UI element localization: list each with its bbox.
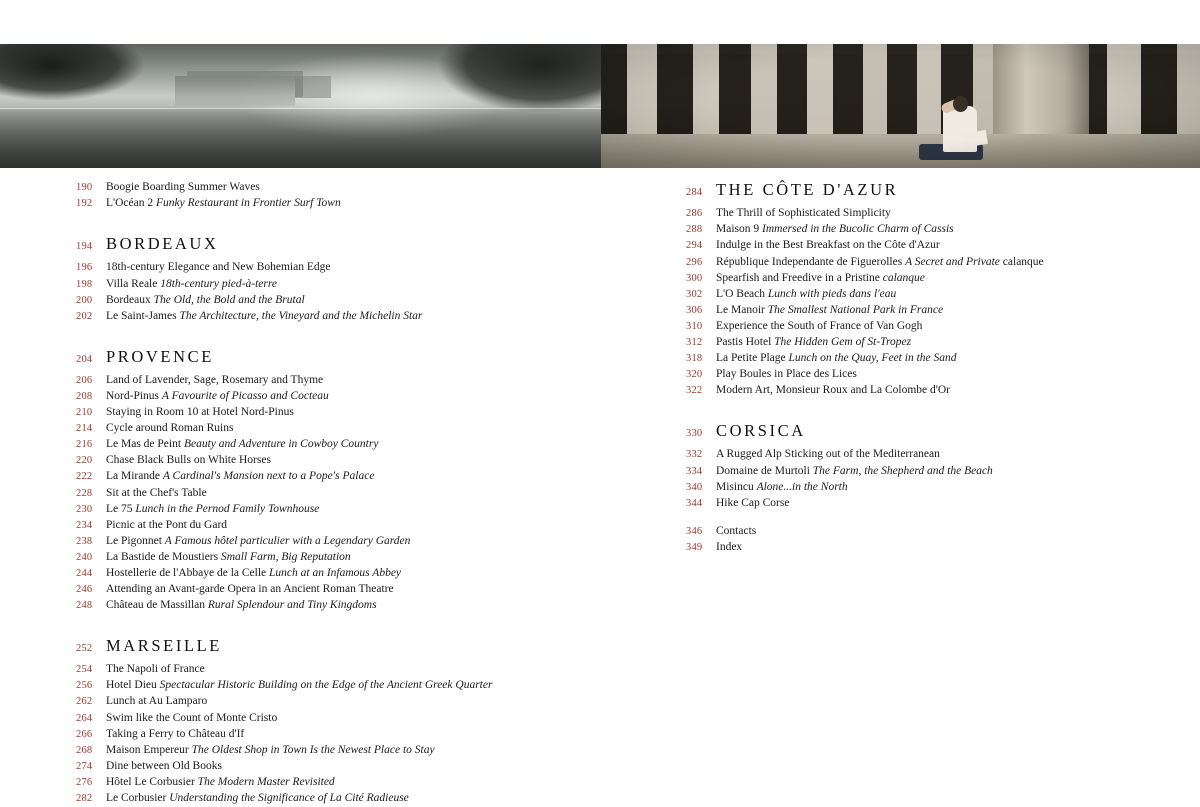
toc-entry-page-number: 256 [76, 680, 93, 692]
toc-entry[interactable] [686, 479, 1126, 495]
toc-entry-page-number: 246 [76, 584, 93, 596]
toc-entry-page-number: 286 [686, 208, 703, 220]
toc-entry-page-number: 300 [686, 272, 703, 284]
toc-entry-title: Le 75 Lunch in the Pernod Family Townhouse [106, 502, 320, 515]
toc-section-heading[interactable] [76, 636, 596, 656]
toc-section-heading[interactable] [76, 347, 596, 367]
toc-entry-title: Maison 9 Immersed in the Bucolic Charm of Cassis [716, 223, 954, 236]
toc-entry[interactable] [76, 389, 596, 405]
toc-section-title: MARSEILLE [106, 635, 222, 655]
toc-entry-page-number: 262 [76, 696, 93, 708]
toc-entry-page-number: 346 [686, 525, 703, 537]
photo-band [0, 44, 1200, 168]
photo-vignette [601, 44, 1200, 168]
toc-entry-page-number: 322 [686, 385, 703, 397]
toc-entry-title: Experience the South of France of Van Gogh [716, 319, 923, 332]
toc-entry[interactable] [686, 303, 1126, 319]
toc-entry-title: Le Manoir The Smallest National Park in France [716, 303, 944, 316]
toc-section-page-number: 194 [76, 241, 93, 253]
toc-entry-title: Taking a Ferry to Château d'If [106, 727, 245, 740]
toc-entry-page-number: 312 [686, 337, 703, 349]
toc-entry[interactable] [76, 775, 596, 791]
toc-entry-page-number: 264 [76, 712, 93, 724]
toc-entry[interactable] [76, 421, 596, 437]
toc-entry-title: Land of Lavender, Sage, Rosemary and Thyme [106, 373, 324, 386]
toc-entry-page-number: 190 [76, 182, 93, 194]
toc-entry-title: Le Corbusier Understanding the Significance of La Cité Radieuse [106, 792, 409, 805]
toc-entry-page-number: 306 [686, 304, 703, 316]
toc-entry-page-number: 198 [76, 278, 93, 290]
colonnade-woman-reading-photo [601, 44, 1200, 168]
toc-entry-title: Le Saint-James The Architecture, the Vineyard and the Michelin Star [106, 309, 423, 322]
toc-entry-page-number: 274 [76, 760, 93, 772]
toc-entry[interactable] [76, 260, 596, 276]
toc-entry-title: Hike Cap Corse [716, 496, 790, 509]
toc-entry-title: La Petite Plage Lunch on the Quay, Feet in the Sand [716, 352, 957, 365]
toc-entry-page-number: 228 [76, 487, 93, 499]
toc-entry-title: Sit at the Chef's Table [106, 486, 207, 499]
toc-section-page-number: 252 [76, 642, 93, 654]
toc-section-heading[interactable] [686, 421, 1126, 441]
toc-entry-title: Hostellerie de l'Abbaye de la Celle Lunch at an Infamous Abbey [106, 566, 402, 579]
toc-entry[interactable] [686, 524, 1126, 540]
misty-lake-chateau-photo [0, 44, 601, 168]
toc-entry-title: Spearfish and Freedive in a Pristine calanque [716, 271, 925, 284]
toc-section-title: CORSICA [716, 421, 806, 441]
toc-entry[interactable] [76, 180, 596, 196]
toc-entry-title: La Mirande A Cardinal's Mansion next to a Pope's Palace [106, 470, 375, 483]
toc-section-title: PROVENCE [106, 346, 214, 366]
toc-entry[interactable] [76, 694, 596, 710]
toc-entry[interactable] [686, 367, 1126, 383]
toc-entry-page-number: 276 [76, 776, 93, 788]
toc-entry[interactable] [76, 517, 596, 533]
toc-entry[interactable] [76, 582, 596, 598]
toc-entry-page-number: 334 [686, 465, 703, 477]
toc-entry-page-number: 302 [686, 288, 703, 300]
toc-entry-page-number: 192 [76, 198, 93, 210]
toc-section-title: BORDEAUX [106, 234, 219, 254]
toc-entry[interactable] [76, 501, 596, 517]
toc-entry-page-number: 288 [686, 224, 703, 236]
toc-entry[interactable] [76, 726, 596, 742]
toc-entry-page-number: 220 [76, 455, 93, 467]
toc-entry-title: Attending an Avant-garde Opera in an Ancient Roman Theatre [106, 583, 394, 596]
toc-entry[interactable] [76, 662, 596, 678]
toc-entry-page-number: 214 [76, 423, 93, 435]
toc-entry-page-number: 294 [686, 240, 703, 252]
chateau-building [175, 76, 295, 106]
toc-entry-title: The Thrill of Sophisticated Simplicity [716, 207, 891, 220]
toc-entry[interactable] [686, 463, 1126, 479]
toc-entry-page-number: 216 [76, 439, 93, 451]
toc-entry-title: Villa Reale 18th-century pied-à-terre [106, 277, 278, 290]
toc-entry[interactable] [686, 319, 1126, 335]
toc-entry-page-number: 222 [76, 471, 93, 483]
toc-entry-title: Le Pigonnet A Famous hôtel particulier with a Legendary Garden [106, 534, 411, 547]
toc-entry-title: Boogie Boarding Summer Waves [106, 181, 260, 194]
toc-entry-title: Play Boules in Place des Lices [716, 368, 857, 381]
toc-entry-page-number: 296 [686, 256, 703, 268]
toc-entry-page-number: 202 [76, 310, 93, 322]
toc-entry-title: Le Mas de Peint Beauty and Adventure in Cowboy Country [106, 438, 379, 451]
toc-entry-title: Domaine de Murtoli The Farm, the Shepherd and the Beach [716, 464, 993, 477]
toc-entry-page-number: 200 [76, 294, 93, 306]
toc-entry[interactable] [686, 270, 1126, 286]
toc-entry-title: Staying in Room 10 at Hotel Nord-Pinus [106, 406, 294, 419]
toc-entry-title: Hôtel Le Corbusier The Modern Master Revisited [106, 775, 335, 788]
toc-entry[interactable] [76, 710, 596, 726]
toc-entry-title: Modern Art, Monsieur Roux and La Colombe d'Or [716, 384, 950, 397]
toc-entry[interactable] [76, 453, 596, 469]
toc-entry-page-number: 238 [76, 535, 93, 547]
toc-entry-page-number: 268 [76, 744, 93, 756]
toc-entry[interactable] [686, 447, 1126, 463]
toc-entry[interactable] [76, 469, 596, 485]
toc-entry-page-number: 282 [76, 793, 93, 805]
toc-entry-title: The Napoli of France [106, 663, 205, 676]
toc-entry-title: Nord-Pinus A Favourite of Picasso and Cocteau [106, 389, 329, 402]
toc-entry[interactable] [76, 308, 596, 324]
toc-entry[interactable] [686, 206, 1126, 222]
toc-section-title: THE CÔTE D'AZUR [716, 180, 899, 199]
toc-entry-page-number: 210 [76, 407, 93, 419]
toc-section-heading[interactable] [686, 180, 1126, 200]
toc-entry[interactable] [76, 534, 596, 550]
toc-entry[interactable] [76, 598, 596, 614]
toc-entry-title: Lunch at Au Lamparo [106, 695, 208, 708]
toc-entry-page-number: 344 [686, 497, 703, 509]
toc-section-page-number: 284 [686, 187, 703, 198]
toc-entry[interactable] [686, 351, 1126, 367]
toc-entry-title: Hotel Dieu Spectacular Historic Building on the Edge of the Ancient Greek Quarter [106, 679, 493, 692]
toc-column-left [76, 180, 596, 807]
toc-entry-title: Index [716, 540, 743, 553]
toc-entry[interactable] [686, 540, 1126, 556]
toc-entry[interactable] [686, 254, 1126, 270]
toc-entry-title: Chase Black Bulls on White Horses [106, 454, 271, 467]
toc-entry-title: Cycle around Roman Ruins [106, 422, 234, 435]
toc-entry[interactable] [76, 292, 596, 308]
toc-entry-page-number: 230 [76, 503, 93, 515]
toc-entry[interactable] [76, 550, 596, 566]
toc-entry[interactable] [76, 405, 596, 421]
toc-section-page-number: 204 [76, 353, 93, 365]
toc-entry-title: 18th-century Elegance and New Bohemian Edge [106, 261, 331, 274]
toc-entry-page-number: 340 [686, 481, 703, 493]
toc-entry[interactable] [76, 678, 596, 694]
toc-entry-title: Contacts [716, 524, 757, 537]
list-spacer [686, 512, 1126, 524]
toc-entry-title: Indulge in the Best Breakfast on the Côte d'Azur [716, 239, 940, 252]
toc-entry[interactable] [686, 383, 1126, 399]
toc-entry-page-number: 234 [76, 519, 93, 531]
toc-entry-title: République Independante de Figuerolles A Secret and Private calanque [716, 255, 1044, 268]
toc-entry-title: A Rugged Alp Sticking out of the Mediterranean [716, 448, 940, 461]
toc-entry-title: Château de Massillan Rural Splendour and Tiny Kingdoms [106, 599, 377, 612]
toc-entry-title: Maison Empereur The Oldest Shop in Town Is the Newest Place to Stay [106, 743, 435, 756]
toc-entry[interactable] [76, 373, 596, 389]
toc-entry-page-number: 244 [76, 567, 93, 579]
toc-entry-title: Swim like the Count of Monte Cristo [106, 711, 278, 724]
toc-entry-page-number: 254 [76, 664, 93, 676]
toc-entry-title: L'O Beach Lunch with pieds dans l'eau [716, 287, 897, 300]
toc-entry-page-number: 206 [76, 374, 93, 386]
toc-entry[interactable] [76, 196, 596, 212]
toc-entry[interactable] [686, 238, 1126, 254]
toc-section-page-number: 330 [686, 428, 703, 440]
toc-section-heading[interactable] [76, 234, 596, 254]
toc-entry-page-number: 349 [686, 541, 703, 553]
toc-entry-page-number: 332 [686, 449, 703, 461]
toc-entry-page-number: 240 [76, 551, 93, 563]
toc-entry-page-number: 248 [76, 600, 93, 612]
toc-entry[interactable] [76, 759, 596, 775]
toc-entry-title: La Bastide de Moustiers Small Farm, Big Reputation [106, 550, 351, 563]
toc-entry[interactable] [76, 437, 596, 453]
toc-entry[interactable] [686, 335, 1126, 351]
toc-entry-page-number: 320 [686, 369, 703, 381]
toc-entry-title: Pastis Hotel The Hidden Gem of St-Tropez [716, 336, 912, 349]
toc-entry-page-number: 266 [76, 728, 93, 740]
toc-entry[interactable] [76, 791, 596, 807]
water-reflection [0, 109, 601, 168]
toc-entry[interactable] [76, 485, 596, 501]
toc-entry-page-number: 208 [76, 390, 93, 402]
toc-entry[interactable] [76, 566, 596, 582]
toc-column-right [686, 180, 1126, 556]
toc-entry[interactable] [686, 222, 1126, 238]
toc-entry-page-number: 310 [686, 320, 703, 332]
toc-entry-title: Bordeaux The Old, the Bold and the Brutal [106, 293, 305, 306]
tree-silhouette-left [0, 44, 170, 114]
toc-entry[interactable] [76, 742, 596, 758]
toc-entry-title: Picnic at the Pont du Gard [106, 518, 228, 531]
toc-entry-title: Misincu Alone...in the North [716, 480, 848, 493]
toc-entry[interactable] [686, 286, 1126, 302]
toc-entry-page-number: 196 [76, 262, 93, 274]
toc-entry-title: Dine between Old Books [106, 759, 222, 772]
toc-entry[interactable] [76, 276, 596, 292]
toc-entry-title: L'Océan 2 Funky Restaurant in Frontier Surf Town [106, 197, 341, 210]
toc-entry[interactable] [686, 495, 1126, 511]
toc-entry-page-number: 318 [686, 353, 703, 365]
